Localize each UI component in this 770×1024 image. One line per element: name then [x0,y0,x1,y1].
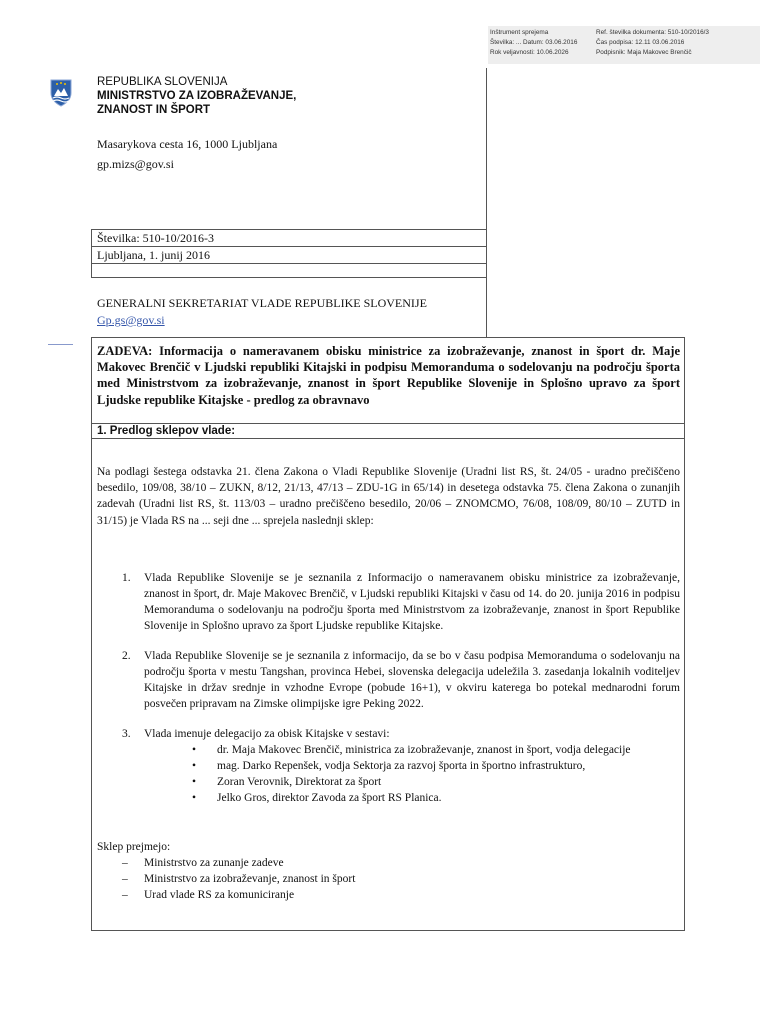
delegation-member [189,742,680,758]
stamp-text: Čas podpisa: 12.11 03.06.2016 [596,39,685,46]
ministry-address: Masarykova cesta 16, 1000 Ljubljana [97,137,278,151]
item-number: 2. [122,650,131,662]
margin-mark [48,344,73,345]
intro-paragraph: Na podlagi šestega odstavka 21. člena Zakona o Vladi Republike Slovenije (Uradni list RS, št. 24/05 - uradno prečiščeno besedilo, 109/08, 38/10 – ZUKN, 8/12, 21/13, 47/13 – ZDU-1G in 65/14) in desetega odstavka 75. člena Zakona o zunanjih zadevah (Uradni list RS, št. 113/03 – uradno prečiščeno besedilo, 20/06 – ZNOMCMO, 76/08, 108/09, 80/10 – ZUTD in 31/15) je Vlada RS na ... seji dne ... sprejela naslednji sklep: [97,466,680,527]
section-title: 1. Predlog sklepov vlade: [97,425,236,437]
distribution-item [97,855,355,871]
stamp-text: Inštrument sprejema [490,29,549,36]
item-text: Vlada Republike Slovenije se je seznanila z informacijo, da se bo v času podpisa Memoranduma o sodelovanju na področju športa v mestu Tangshan, provinca Hebei, slovenska delegacija udeležila 3. zasedanja lokalnih voditeljev Kitajske in držav srednje in vzhodne Evrope (pobude 16+1), v okviru katerega bo potekal mednarodni forum posvečen pripravam na Zimske olimpijske igre Peking 2022. [144,650,680,710]
divider [91,246,487,247]
signature-stamp [488,26,760,64]
stamp-column-left [490,28,577,58]
main-box-border [91,930,685,931]
stamp-text: Podpisnik: Maja Makovec Brenčič [596,49,692,56]
member-text: Jelko Gros, direktor Zavoda za šport RS Planica. [217,792,442,804]
main-box-border [91,337,92,931]
list-item [97,648,680,712]
document-date: Ljubljana, 1. junij 2016 [97,248,210,262]
delegation-list [144,742,680,806]
distribution-text: Ministrstvo za zunanje zadeve [144,857,284,869]
delegation-member [189,758,680,774]
list-item [97,570,680,634]
distribution-block [97,839,355,903]
recipient-email-link[interactable]: Gp.gs@gov.si [97,313,165,327]
header-box-border [486,68,487,338]
divider [91,438,685,439]
divider [91,229,487,230]
bullet-icon: • [192,744,197,756]
ministry-email: gp.mizs@gov.si [97,157,174,171]
stamp-text: Rok veljavnosti: 10.06.2026 [490,49,569,56]
bullet-icon: • [192,776,197,788]
main-box-border [91,337,685,338]
item-text: Vlada imenuje delegacijo za obisk Kitajske v sestavi: [144,728,390,740]
header-box-border [91,229,92,277]
member-text: Zoran Verovnik, Direktorat za šport [217,776,382,788]
member-text: mag. Darko Repenšek, vodja Sektorja za razvoj športa in športno infrastrukturo, [217,760,586,772]
ministry-name: MINISTRSTVO ZA IZOBRAŽEVANJE, [97,90,297,102]
distribution-title: Sklep prejmejo: [97,841,171,853]
distribution-item [97,871,355,887]
item-number: 1. [122,572,131,584]
divider [91,277,487,278]
decision-list [97,570,680,806]
dash-icon: – [122,857,128,869]
bullet-icon: • [192,760,197,772]
country-name: REPUBLIKA SLOVENIJA [97,76,228,88]
document-number: Številka: 510-10/2016-3 [97,231,214,245]
stamp-text: Številka: ... Datum: 03.06.2016 [490,39,578,46]
recipient-name: GENERALNI SEKRETARIAT VLADE REPUBLIKE SLOVENIJE [97,296,427,310]
delegation-member [189,790,680,806]
dash-icon: – [122,873,128,885]
delegation-member [189,774,680,790]
divider [91,263,487,264]
distribution-list [97,855,355,903]
bullet-icon: • [192,792,197,804]
list-item [97,726,680,806]
subject-heading: ZADEVA: Informacija o nameravanem obisku ministrice za izobraževanje, znanost in šport dr. Maje Makovec Brenčič v Ljudski republiki Kitajski in podpisu Memoranduma o sodelovanju na področju športa med Ministrstvom za izobraževanje, znanost in šport Republike Slovenije in Splošno upravo za šport Ljudske republike Kitajske - predlog za obravnavo [97,344,680,407]
distribution-text: Ministrstvo za izobraževanje, znanost in šport [144,873,356,885]
item-text: Vlada Republike Slovenije se je seznanila z Informacijo o nameravanem obisku ministrice za izobraževanje, znanost in šport, dr. Maje Makovec Brenčič, v Ljudski republiki Kitajski v času od 14. do 20. junija 2016 in podpisu Memoranduma o sodelovanju na področju športa med Ministrstvom za izobraževanje, znanost in šport Republike Slovenije in Splošno upravo za šport Ljudske republike Kitajske. [144,572,680,632]
distribution-item [97,887,355,903]
ministry-name-2: ZNANOST IN ŠPORT [97,104,211,116]
distribution-text: Urad vlade RS za komuniciranje [144,889,295,901]
coat-of-arms-icon [50,79,72,107]
main-box-border [684,337,685,931]
member-text: dr. Maja Makovec Brenčič, ministrica za izobraževanje, znanost in šport, vodja delegacije [217,744,631,756]
item-number: 3. [122,728,131,740]
divider [91,423,685,424]
stamp-column-right [596,28,709,58]
stamp-text: Ref. številka dokumenta: 510-10/2016/3 [596,29,709,36]
dash-icon: – [122,889,128,901]
